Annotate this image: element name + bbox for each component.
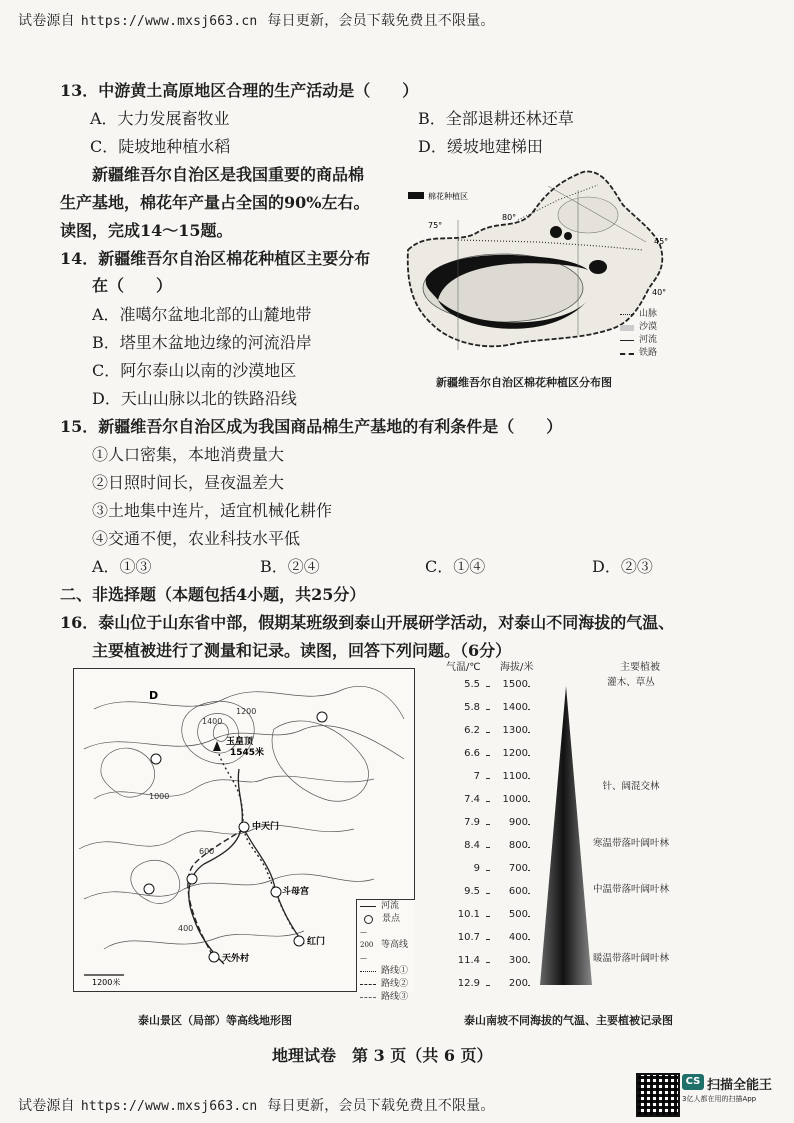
chart-header-temp: 气温/℃: [446, 662, 481, 673]
elevation-label: 1500: [490, 679, 528, 690]
taishan-contour-map: [73, 668, 415, 1002]
junggar-desert: [558, 197, 618, 233]
degree-40: 40°: [652, 288, 667, 297]
contour-1200: 1200: [236, 707, 257, 716]
vegetation-label: 针、阔混交林: [602, 780, 660, 792]
contour-400: 400: [178, 924, 194, 933]
degree-80: 80°: [502, 213, 517, 222]
legend-cotton-text: 棉花种植区: [428, 192, 468, 201]
q13-option-c: C．陡坡地种植水稻: [90, 137, 231, 156]
contour-600: 600: [199, 847, 215, 856]
source-note: 每日更新，会员下载免费且不限量。: [267, 13, 495, 29]
intro-line-1: 新疆维吾尔自治区是我国重要的商品棉: [92, 165, 365, 184]
elevation-label: 1200: [490, 748, 528, 759]
elevation-row: [446, 863, 576, 877]
legend-cotton-swatch: [408, 192, 424, 199]
legend-desert: 沙漠: [620, 321, 680, 334]
vegetation-label: 灌木、草丛: [607, 677, 655, 688]
spot-hongmen: [294, 936, 304, 946]
chart-rows: [446, 658, 726, 988]
q14-option-c: C．阿尔泰山以南的沙漠地区: [92, 361, 297, 380]
q14-option-a: A．准噶尔盆地北部的山麓地带: [92, 305, 312, 324]
degree-75: 75°: [428, 221, 443, 230]
temperature-label: 9.5: [464, 886, 480, 897]
intro-line-3: 读图，完成14～15题。: [60, 221, 233, 240]
spot-sw: [144, 884, 154, 894]
legend-route1-row: 路线①: [357, 965, 415, 978]
section2-title: 二、非选择题（本题包括4小题，共25分）: [60, 585, 366, 604]
temperature-label: 10.1: [457, 909, 480, 920]
spot-route2: [187, 874, 197, 884]
q15-option-c: C．①④: [425, 557, 486, 576]
q14-stem-2: 在（ ）: [92, 276, 173, 295]
junggar-cotton-2: [564, 232, 572, 240]
elevation-row: [446, 725, 576, 739]
taishan-legend: [356, 899, 415, 1002]
label-peak: 玉皇顶: [226, 737, 254, 747]
legend-route2-row: 路线②: [357, 978, 415, 991]
app-subtitle: 3亿人都在用的扫描App: [682, 1095, 757, 1103]
elevation-label: 300: [490, 955, 528, 966]
source-url[interactable]: https://www.mxsj663.cn: [80, 14, 258, 29]
peak-triangle: [213, 741, 221, 751]
elevation-row: [446, 702, 576, 716]
elevation-label: 500: [490, 909, 528, 920]
elevation-row: [446, 794, 576, 808]
route-2: [188, 829, 244, 959]
temperature-label: 7: [473, 771, 480, 782]
elevation-label: 900: [490, 817, 528, 828]
contour-1000: 1000: [149, 792, 170, 801]
temperature-label: 12.9: [457, 978, 480, 989]
legend-mountain: 山脉: [620, 308, 680, 321]
elevation-label: 400: [490, 932, 528, 943]
elevation-row: [446, 932, 576, 946]
temperature-label: 10.7: [457, 932, 480, 943]
spot-zhongtianmen: [239, 822, 249, 832]
scale-label: 1200米: [92, 978, 121, 987]
legend-river: 河流: [620, 334, 680, 347]
temperature-label: 11.4: [457, 955, 480, 966]
app-name: 扫描全能王: [707, 1078, 773, 1093]
page-number: 地理试卷 第 3 页（共 6 页）: [272, 1046, 493, 1065]
temperature-label: 7.4: [464, 794, 480, 805]
q15-item-4: ④交通不便，农业科技水平低: [92, 529, 301, 548]
legend-contour-row: —200— 等高线: [360, 928, 409, 962]
elevation-label: 800: [490, 840, 528, 851]
legend-river-row: 河流: [357, 900, 415, 913]
spot-ne: [317, 712, 327, 722]
q15-item-2: ②日照时间长，昼夜温差大: [92, 473, 285, 492]
route-1: [219, 754, 294, 931]
elevation-row: [446, 978, 576, 992]
taishan-record-chart: [446, 658, 726, 988]
q15-item-3: ③土地集中连片，适宜机械化耕作: [92, 501, 333, 520]
label-hongmen: 红门: [307, 937, 326, 947]
q15-option-d: D．②③: [592, 557, 653, 576]
spot-tianwaicun: [209, 952, 219, 962]
temperature-label: 7.9: [464, 817, 480, 828]
elevation-label: 1100: [490, 771, 528, 782]
junggar-cotton-1: [550, 226, 562, 238]
q15-stem: 15．新疆维吾尔自治区成为我国商品棉生产基地的有利条件是（ ）: [60, 417, 563, 436]
spot-doumugong: [271, 887, 281, 897]
temperature-label: 8.4: [464, 840, 480, 851]
degree-45: 45°: [654, 237, 669, 246]
legend-railway: 铁路: [620, 347, 680, 360]
q15-option-a: A．①③: [92, 557, 152, 576]
q13-option-b: B．全部退耕还林还草: [418, 109, 574, 128]
q16-line-2: 主要植被进行了测量和记录。读图，回答下列问题。（6分）: [92, 641, 512, 660]
vegetation-label: 寒温带落叶阔叶林: [592, 838, 669, 849]
q14-stem-1: 14．新疆维吾尔自治区棉花种植区主要分布: [60, 249, 371, 268]
bottom-source-banner: [18, 1095, 495, 1115]
temperature-label: 6.6: [464, 748, 480, 759]
contour-1400: 1400: [202, 717, 223, 726]
elevation-row: [446, 909, 576, 923]
elevation-label: 1400: [490, 702, 528, 713]
label-peak-height: 1545米: [230, 748, 265, 758]
turpan-cotton: [589, 260, 607, 274]
q13-stem: 13．中游黄土高原地区合理的生产活动是（ ）: [60, 81, 419, 100]
vegetation-label: 暖温带落叶阔叶林: [592, 953, 669, 964]
source-note: 每日更新，会员下载免费且不限量。: [267, 1098, 495, 1114]
source-url[interactable]: https://www.mxsj663.cn: [80, 1099, 258, 1114]
chart-header-veg: 主要植被: [620, 662, 660, 673]
label-zhongtianmen: 中天门: [252, 822, 280, 832]
elevation-label: 600: [490, 886, 528, 897]
q15-option-b: B．②④: [260, 557, 320, 576]
vegetation-label: 中温带落叶阔叶林: [592, 884, 669, 895]
q14-option-d: D．天山山脉以北的铁路沿线: [92, 389, 297, 408]
elevation-label: 200: [490, 978, 528, 989]
q15-item-1: ①人口密集，本地消费量大: [92, 445, 285, 464]
temperature-label: 6.2: [464, 725, 480, 736]
legend-route3-row: 路线③: [357, 991, 415, 1004]
elevation-row: [446, 817, 576, 831]
q13-option-a: A．大力发展畜牧业: [90, 109, 230, 128]
q16-line-1: 16．泰山位于山东省中部，假期某班级到泰山开展研学活动，对泰山不同海拔的气温、: [60, 613, 675, 632]
elevation-label: 1000: [490, 794, 528, 805]
qr-code-icon: [636, 1073, 680, 1117]
source-label: 试卷源自: [18, 1098, 75, 1114]
top-source-banner: [18, 10, 495, 30]
chart-header-elev: 海拔/米: [500, 662, 534, 673]
label-d: D: [149, 689, 159, 702]
temperature-label: 9: [473, 863, 480, 874]
legend-spot-row: 景点: [357, 913, 415, 926]
source-label: 试卷源自: [18, 13, 75, 29]
xinjiang-legend: [620, 308, 680, 360]
elevation-row: [446, 748, 576, 762]
q14-option-b: B．塔里木盆地边缘的河流沿岸: [92, 333, 312, 352]
temperature-label: 5.8: [464, 702, 480, 713]
elevation-label: 700: [490, 863, 528, 874]
label-tianwaicun: 天外村: [222, 954, 250, 964]
q13-option-d: D．缓坡地建梯田: [418, 137, 543, 156]
intro-line-2: 生产基地，棉花年产量占全国的90%左右。: [60, 193, 370, 212]
temperature-label: 5.5: [464, 679, 480, 690]
camscanner-logo-icon: CS: [682, 1074, 704, 1090]
xinjiang-cotton-map: [398, 160, 680, 392]
record-chart-caption: 泰山南坡不同海拔的气温、主要植被记录图: [464, 1014, 673, 1027]
taishan-map-caption: 泰山景区（局部）等高线地形图: [138, 1014, 292, 1027]
label-doumugong: 斗母宫: [282, 887, 310, 897]
xinjiang-map-caption: 新疆维吾尔自治区棉花种植区分布图: [436, 376, 612, 389]
elevation-label: 1300: [490, 725, 528, 736]
spot-w: [151, 754, 161, 764]
